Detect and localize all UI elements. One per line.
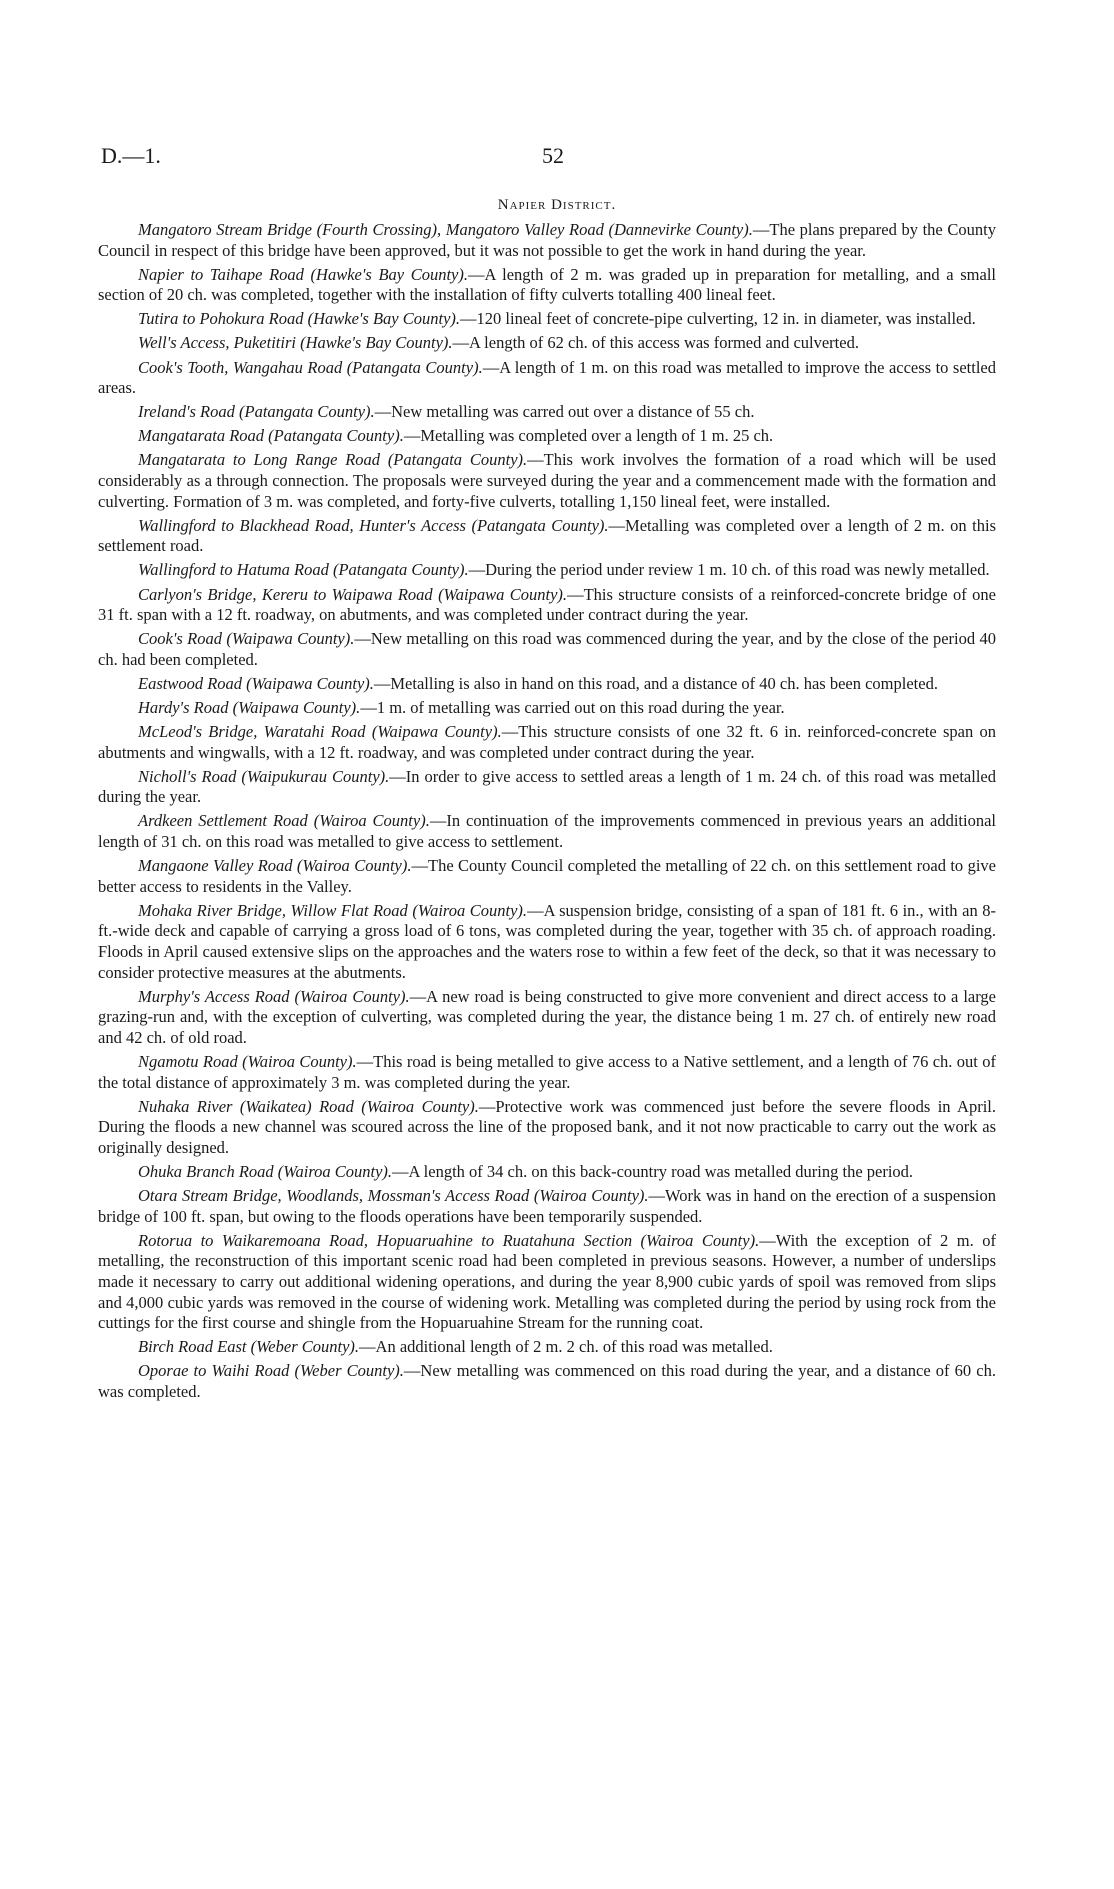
page-number: 52	[542, 143, 564, 168]
paragraph-body: —An additional length of 2 m. 2 ch. of this road was metalled.	[359, 1337, 773, 1357]
paragraph	[98, 516, 996, 557]
paragraph	[98, 1162, 996, 1183]
paragraph	[98, 333, 996, 354]
paragraph-body: —The County Council completed the metalling of 22 ch. on this settlement road to give better access to residents in the Valley.	[98, 856, 996, 896]
paragraph	[98, 358, 996, 399]
paragraph	[98, 987, 996, 1049]
paragraph-body: —With the exception of 2 m. of metalling, the reconstruction of this important scenic road had been completed in previous seasons. However, a number of underslips made it necessary to carry out additional widening operations, and during the year 8,900 cubic yards of spoil was removed from slips and 4,000 cubic yards was removed in the course of widening work. Metalling was completed during the period by using rock from the cuttings for the first course and shingle from the Hopuaruahine Stream for the running coat.	[98, 1230, 996, 1333]
paragraph-heading: Mangatarata Road (Patangata County).	[138, 426, 404, 446]
paragraph-heading: Cook's Tooth, Wangahau Road (Patangata County).	[138, 357, 483, 377]
paragraph-body: —Metalling was completed over a length of 2 m. on this settlement road.	[98, 515, 996, 556]
paragraph	[98, 698, 996, 719]
paragraph	[98, 767, 996, 808]
paragraph	[98, 265, 996, 306]
paragraph	[98, 450, 996, 512]
paragraph-body: —In continuation of the improvements commenced in previous years an additional length of 31 ch. on this road was metalled to give access to settlement.	[98, 811, 996, 852]
report-body	[98, 220, 996, 1406]
paragraph	[98, 1186, 996, 1227]
paragraph-heading: Mangaone Valley Road (Wairoa County).	[138, 856, 412, 876]
paragraph-heading: Nicholl's Road (Waipukurau County).	[138, 766, 390, 786]
paragraph	[98, 1361, 996, 1402]
paragraph-body: —New metalling was carred out over a distance of 55 ch.	[374, 402, 755, 422]
paragraph-body: —Metalling was completed over a length of 1 m. 25 ch.	[403, 426, 774, 446]
paragraph-body: —A length of 2 m. was graded up in preparation for metalling, and a small section of 20 ch. was completed, together with the installation of fifty culverts totalling 400 lineal feet.	[98, 264, 996, 305]
paragraph-heading: Cook's Road (Waipawa County).	[138, 629, 355, 649]
paragraph-body: —A length of 1 m. on this road was metalled to improve the access to settled areas.	[98, 357, 996, 398]
paragraph-heading: Oporae to Waihi Road (Weber County).	[138, 1361, 404, 1381]
paragraph	[98, 309, 996, 330]
paragraph-heading: Tutira to Pohokura Road (Hawke's Bay County).	[138, 309, 461, 329]
paragraph-heading: Eastwood Road (Waipawa County).	[138, 673, 374, 693]
paragraph-body: —Protective work was commenced just before the severe floods in April. During the floods a new channel was scoured across the line of the proposed bank, and it not now practicable to carry out the work as originally designed.	[98, 1096, 996, 1157]
paragraph-body: —Work was in hand on the erection of a suspension bridge of 100 ft. span, but owing to the floods operations have been temporarily suspended.	[98, 1186, 996, 1226]
paragraph	[98, 585, 996, 626]
paragraph-body: —During the period under review 1 m. 10 ch. of this road was newly metalled.	[468, 560, 990, 580]
paragraph-heading: Wallingford to Blackhead Road, Hunter's Access (Patangata County).	[138, 515, 609, 535]
paragraph-body: —1 m. of metalling was carried out on this road during the year.	[360, 697, 785, 717]
paragraph	[98, 220, 996, 261]
paragraph	[98, 1097, 996, 1159]
paragraph-heading: Ohuka Branch Road (Wairoa County).	[138, 1161, 393, 1181]
paragraph-heading: Wallingford to Hatuma Road (Patangata County).	[138, 560, 469, 580]
paragraph-heading: Well's Access, Puketitiri (Hawke's Bay County).	[138, 333, 453, 353]
paragraph-heading: Otara Stream Bridge, Woodlands, Mossman's Access Road (Wairoa County).	[138, 1186, 649, 1206]
paragraph-body: —120 lineal feet of concrete-pipe culverting, 12 in. in diameter, was installed.	[460, 309, 976, 329]
paragraph	[98, 629, 996, 670]
paragraph-heading: Nuhaka River (Waikatea) Road (Wairoa County).	[138, 1096, 479, 1116]
document-reference: D.—1.	[101, 143, 161, 168]
paragraph	[98, 811, 996, 852]
paragraph-body: —New metalling was commenced on this road during the year, and a distance of 60 ch. was completed.	[98, 1361, 996, 1401]
paragraph	[98, 674, 996, 695]
paragraph-heading: McLeod's Bridge, Waratahi Road (Waipawa County).	[138, 722, 502, 742]
paragraph-heading: Birch Road East (Weber County).	[138, 1337, 360, 1357]
section-title: Napier District.	[497, 197, 617, 213]
paragraph-body: —This structure consists of one 32 ft. 6 in. reinforced-concrete span on abutments and wingwalls, with a 12 ft. roadway, and was completed under contract during the year.	[98, 722, 996, 762]
paragraph	[98, 856, 996, 897]
paragraph-heading: Mangatoro Stream Bridge (Fourth Crossing), Mangatoro Valley Road (Dannevirke County).	[138, 220, 753, 239]
paragraph-body: —New metalling on this road was commenced during the year, and by the close of the period 40 ch. had been completed.	[98, 629, 996, 669]
paragraph-heading: Mangatarata to Long Range Road (Patangata County).	[138, 450, 528, 470]
paragraph-heading: Ngamotu Road (Wairoa County).	[138, 1051, 357, 1071]
paragraph-body: —This road is being metalled to give access to a Native settlement, and a length of 76 ch. out of the total distance of approximately 3 m. was completed during the year.	[98, 1051, 996, 1092]
paragraph	[98, 426, 996, 447]
paragraph-heading: Rotorua to Waikaremoana Road, Hopuaruahine to Ruatahuna Section (Wairoa County).	[138, 1230, 760, 1250]
page-header	[101, 143, 981, 173]
paragraph-heading: Carlyon's Bridge, Kereru to Waipawa Road (Waipawa County).	[138, 584, 568, 604]
paragraph-body: —This structure consists of a reinforced-concrete bridge of one 31 ft. span with a 12 ft. roadway, on abutments, and was completed under contract during the year.	[98, 584, 996, 625]
paragraph-heading: Napier to Taihape Road (Hawke's Bay County).	[138, 264, 468, 284]
paragraph-body: —A suspension bridge, consisting of a span of 181 ft. 6 in., with an 8-ft.-wide deck and capable of carrying a gross load of 6 tons, was completed during the year, together with 35 ch. of approach roading. Floods in April caused extensive slips on the approaches and the waters rose to within a few feet of the deck, so that it was necessary to consider protective measures at the abutments.	[98, 900, 996, 982]
paragraph-body: —This work involves the formation of a road which will be used considerably as a through connection. The proposals were surveyed during the year and a commencement made with the formation and culverting. Formation of 3 m. was completed, and forty-five culverts, totalling 1,150 lineal feet, were installed.	[98, 450, 996, 511]
paragraph	[98, 402, 996, 423]
paragraph	[98, 722, 996, 763]
paragraph-body: —A new road is being constructed to give more convenient and direct access to a large grazing-run and, with the exception of culverting, was completed during the year, the distance being 1 m. 27 ch. of entirely new road and 42 ch. of old road.	[98, 986, 997, 1047]
paragraph-body: —In order to give access to settled areas a length of 1 m. 24 ch. of this road was metalled during the year.	[98, 766, 996, 807]
paragraph-heading: Mohaka River Bridge, Willow Flat Road (Wairoa County).	[138, 900, 528, 920]
paragraph	[98, 901, 996, 983]
paragraph-heading: Ireland's Road (Patangata County).	[138, 402, 375, 422]
paragraph-body: —The plans prepared by the County Council in respect of this bridge have been approved, but it was not possible to get the work in hand during the year.	[98, 220, 996, 260]
paragraph	[98, 560, 996, 581]
paragraph	[98, 1337, 996, 1358]
paragraph-body: —A length of 34 ch. on this back-country road was metalled during the period.	[392, 1161, 914, 1181]
paragraph	[98, 1052, 996, 1093]
paragraph-body: —A length of 62 ch. of this access was formed and culverted.	[452, 333, 859, 353]
paragraph-heading: Murphy's Access Road (Wairoa County).	[138, 986, 410, 1006]
paragraph-heading: Hardy's Road (Waipawa County).	[138, 697, 361, 717]
paragraph	[98, 1231, 996, 1334]
paragraph-body: —Metalling is also in hand on this road, and a distance of 40 ch. has been completed.	[373, 673, 938, 693]
paragraph-heading: Ardkeen Settlement Road (Wairoa County).	[138, 811, 430, 831]
